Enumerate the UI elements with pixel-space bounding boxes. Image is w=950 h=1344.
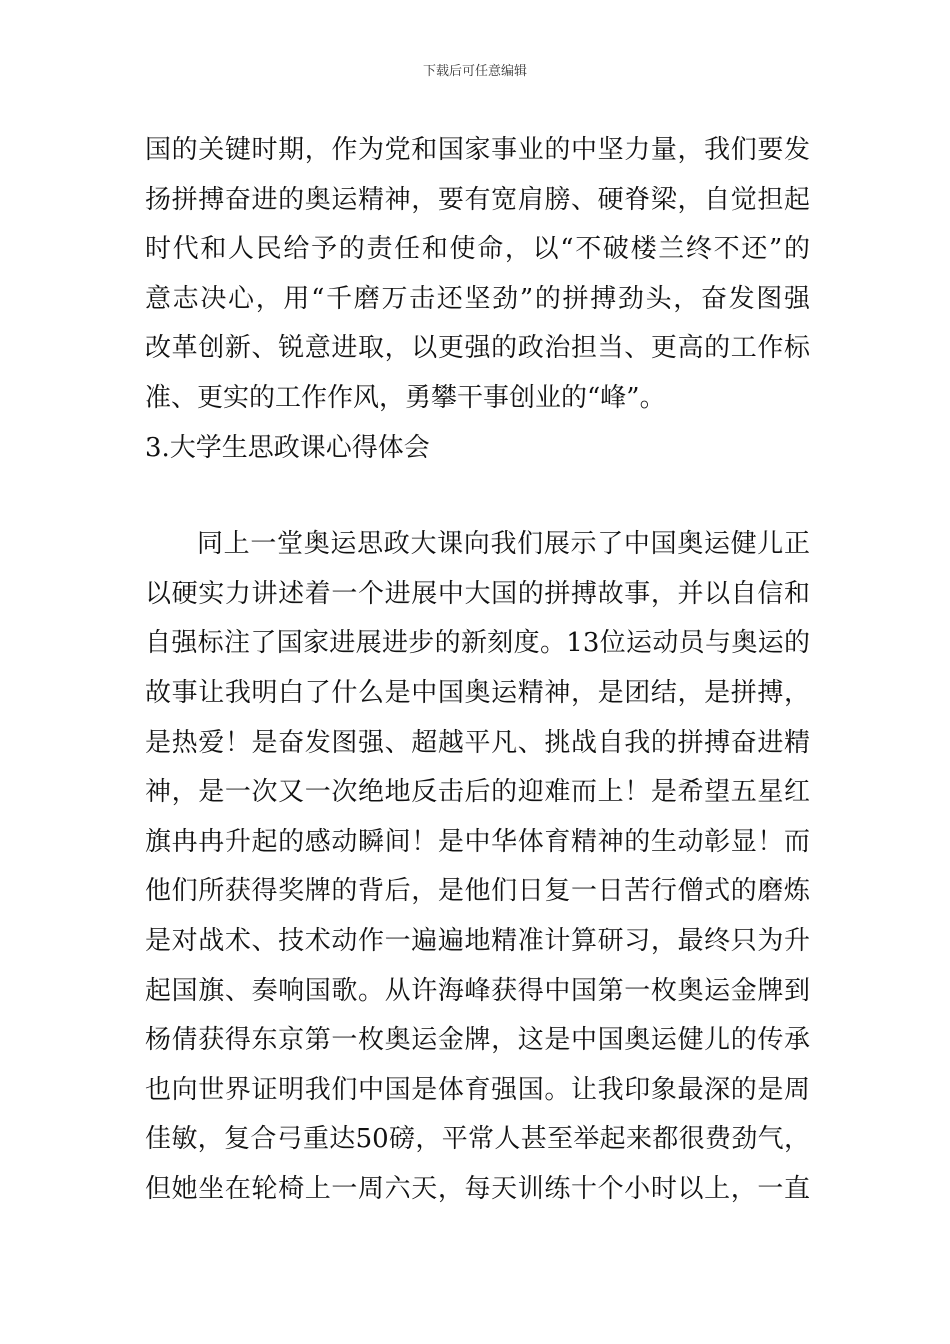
section-spacer <box>145 473 810 520</box>
text-line: 神，是一次又一次绝地反击后的迎难而上！是希望五星红 <box>145 777 810 808</box>
text-line: 同上一堂奥运思政大课向我们展示了中国奥运健儿正 <box>197 529 810 560</box>
text-line: 他们所获得奖牌的背后，是他们日复一日苦行僧式的磨炼 <box>145 876 810 907</box>
text-line: 故事让我明白了什么是中国奥运精神，是团结，是拼搏， <box>145 677 810 708</box>
text-line: 但她坐在轮椅上一周六天，每天训练十个小时以上，一直 <box>145 1173 810 1204</box>
text-line: 改革创新、锐意进取，以更强的政治担当、更高的工作标 <box>145 333 810 364</box>
text-line: 国的关键时期，作为党和国家事业的中坚力量，我们要发 <box>145 135 810 165</box>
text-line: 时代和人民给予的责任和使命，以“不破楼兰终不还”的 <box>145 234 810 265</box>
section-heading: 3.大学生思政课心得体会 <box>145 432 430 463</box>
text-line: 准、更实的工作作风，勇攀干事创业的“峰”。 <box>145 382 666 413</box>
text-line: 自强标注了国家进展进步的新刻度。13位运动员与奥运的 <box>145 628 810 659</box>
text-line: 旗冉冉升起的感动瞬间！是中华体育精神的生动彰显！而 <box>145 826 810 857</box>
page-header: 下载后可任意编辑 <box>422 64 527 79</box>
text-line: 以硬实力讲述着一个进展中大国的拼搏故事，并以自信和 <box>145 578 810 609</box>
document-body <box>145 126 810 1214</box>
text-line: 佳敏，复合弓重达50磅，平常人甚至举起来都很费劲气， <box>145 1124 810 1155</box>
paragraph-body <box>145 520 810 1214</box>
text-line: 是对战术、技术动作一遍遍地精准计算研习，最终只为升 <box>145 925 810 956</box>
text-line: 意志决心，用“千磨万击还坚劲”的拼搏劲头，奋发图强 <box>145 283 810 314</box>
text-line: 扬拼搏奋进的奥运精神，要有宽肩膀、硬脊梁，自觉担起 <box>145 184 810 215</box>
text-line: 是热爱！是奋发图强、超越平凡、挑战自我的拼搏奋进精 <box>145 727 810 758</box>
text-line: 起国旗、奏响国歌。从许海峰获得中国第一枚奥运金牌到 <box>145 975 810 1006</box>
paragraph-continuation <box>145 126 810 424</box>
text-line: 杨倩获得东京第一枚奥运金牌，这是中国奥运健儿的传承 <box>145 1025 810 1056</box>
text-line: 也向世界证明我们中国是体育强国。让我印象最深的是周 <box>145 1074 810 1105</box>
